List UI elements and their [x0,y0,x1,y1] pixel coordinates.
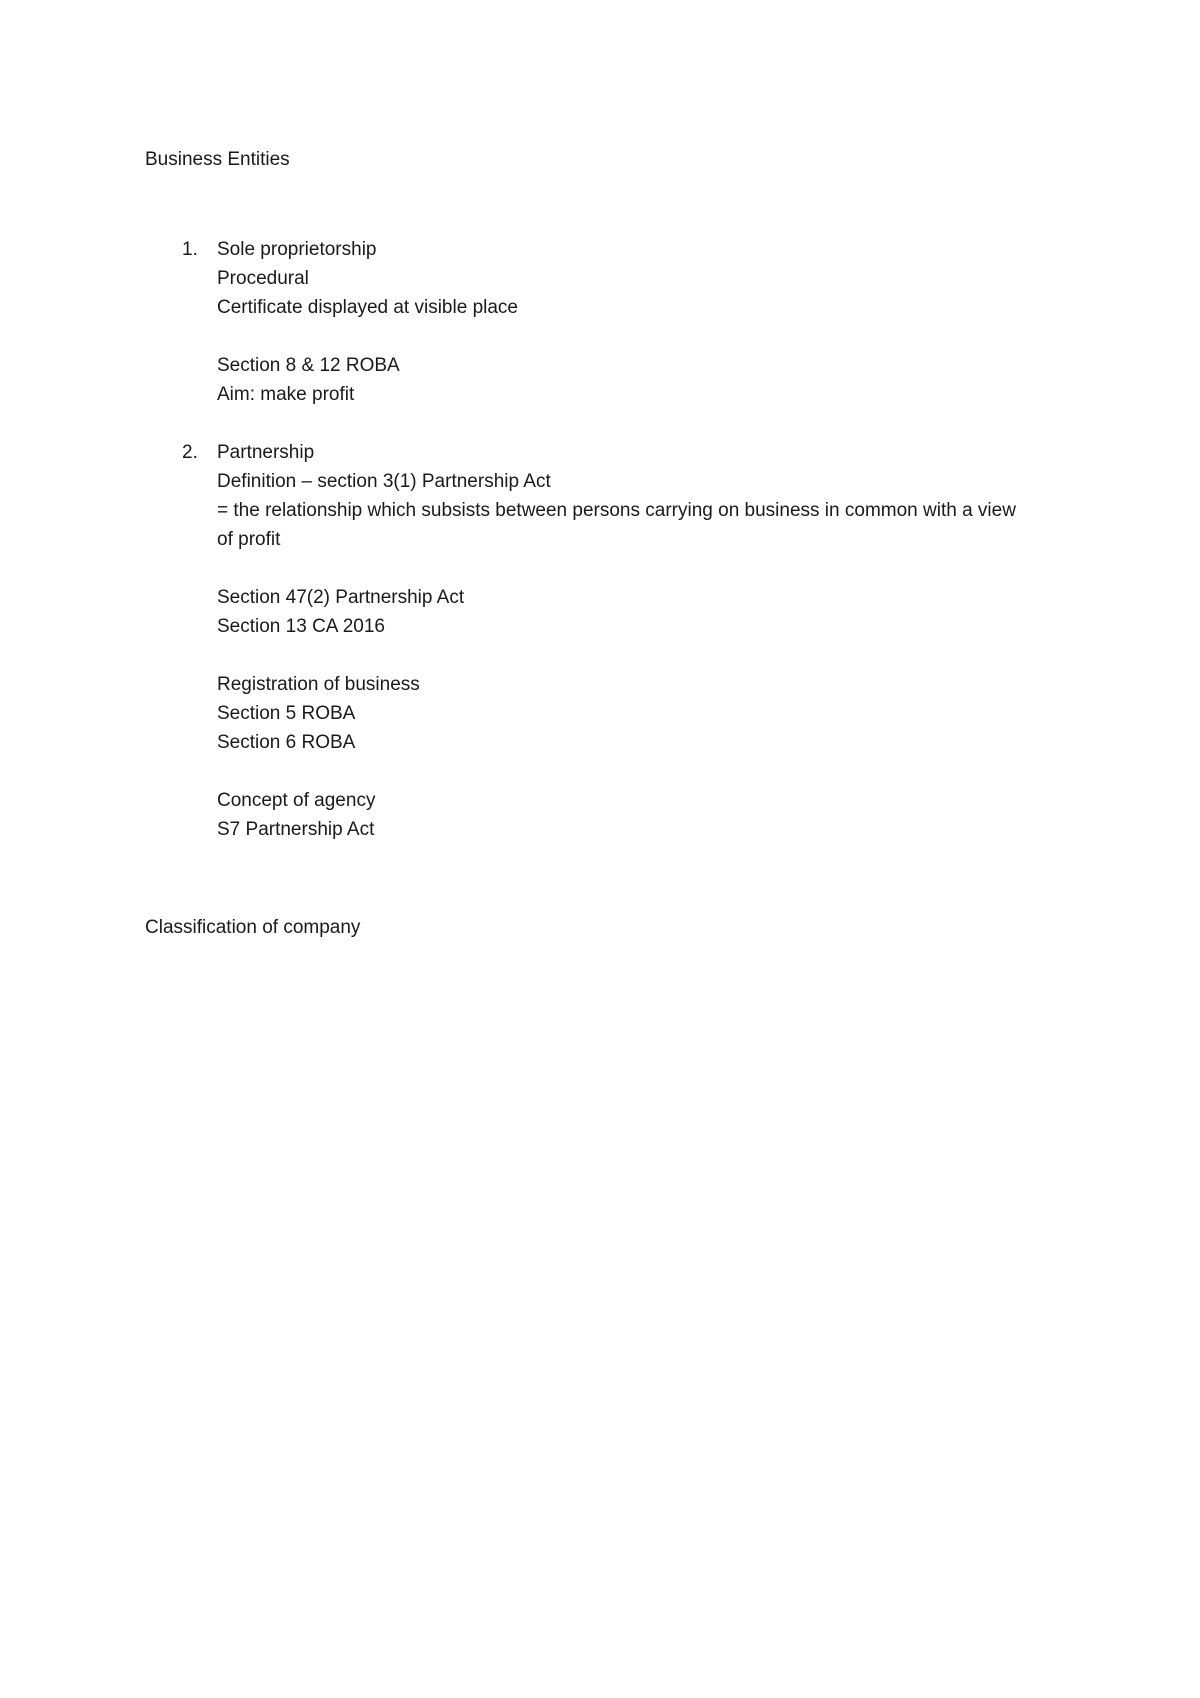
item-line: Section 47(2) Partnership Act [217,587,465,608]
item-line: = the relationship which subsists between persons carrying on business in common with a view of profit [217,500,1016,550]
item-line: Registration of business [217,674,420,695]
list-number: 2. [182,442,198,463]
list-item-partnership [145,438,1045,844]
item-heading: Partnership [217,442,315,463]
list-number: 1. [182,239,198,260]
item-line: Section 5 ROBA [217,703,356,724]
document-title: Business Entities [145,149,290,170]
classification-heading: Classification of company [145,917,361,938]
item-line: Concept of agency [217,790,376,811]
item-line: Section 13 CA 2016 [217,616,385,637]
item-line: Procedural [217,268,309,289]
blank-line [217,322,1037,351]
blank-line [217,554,1037,583]
item-line: Certificate displayed at visible place [217,297,518,318]
item-line: Section 8 & 12 ROBA [217,355,400,376]
list-item-content [217,235,1037,409]
item-line: Definition – section 3(1) Partnership Act [217,471,551,492]
blank-line [217,641,1037,670]
list-spacing [145,409,1045,438]
item-heading: Sole proprietorship [217,239,377,260]
item-line: S7 Partnership Act [217,819,375,840]
item-line: Section 6 ROBA [217,732,356,753]
item-line: Aim: make profit [217,384,355,405]
business-entities-list [145,235,1045,844]
list-item-content [217,438,1037,844]
list-item-sole-proprietorship [145,235,1045,409]
blank-line [217,757,1037,786]
